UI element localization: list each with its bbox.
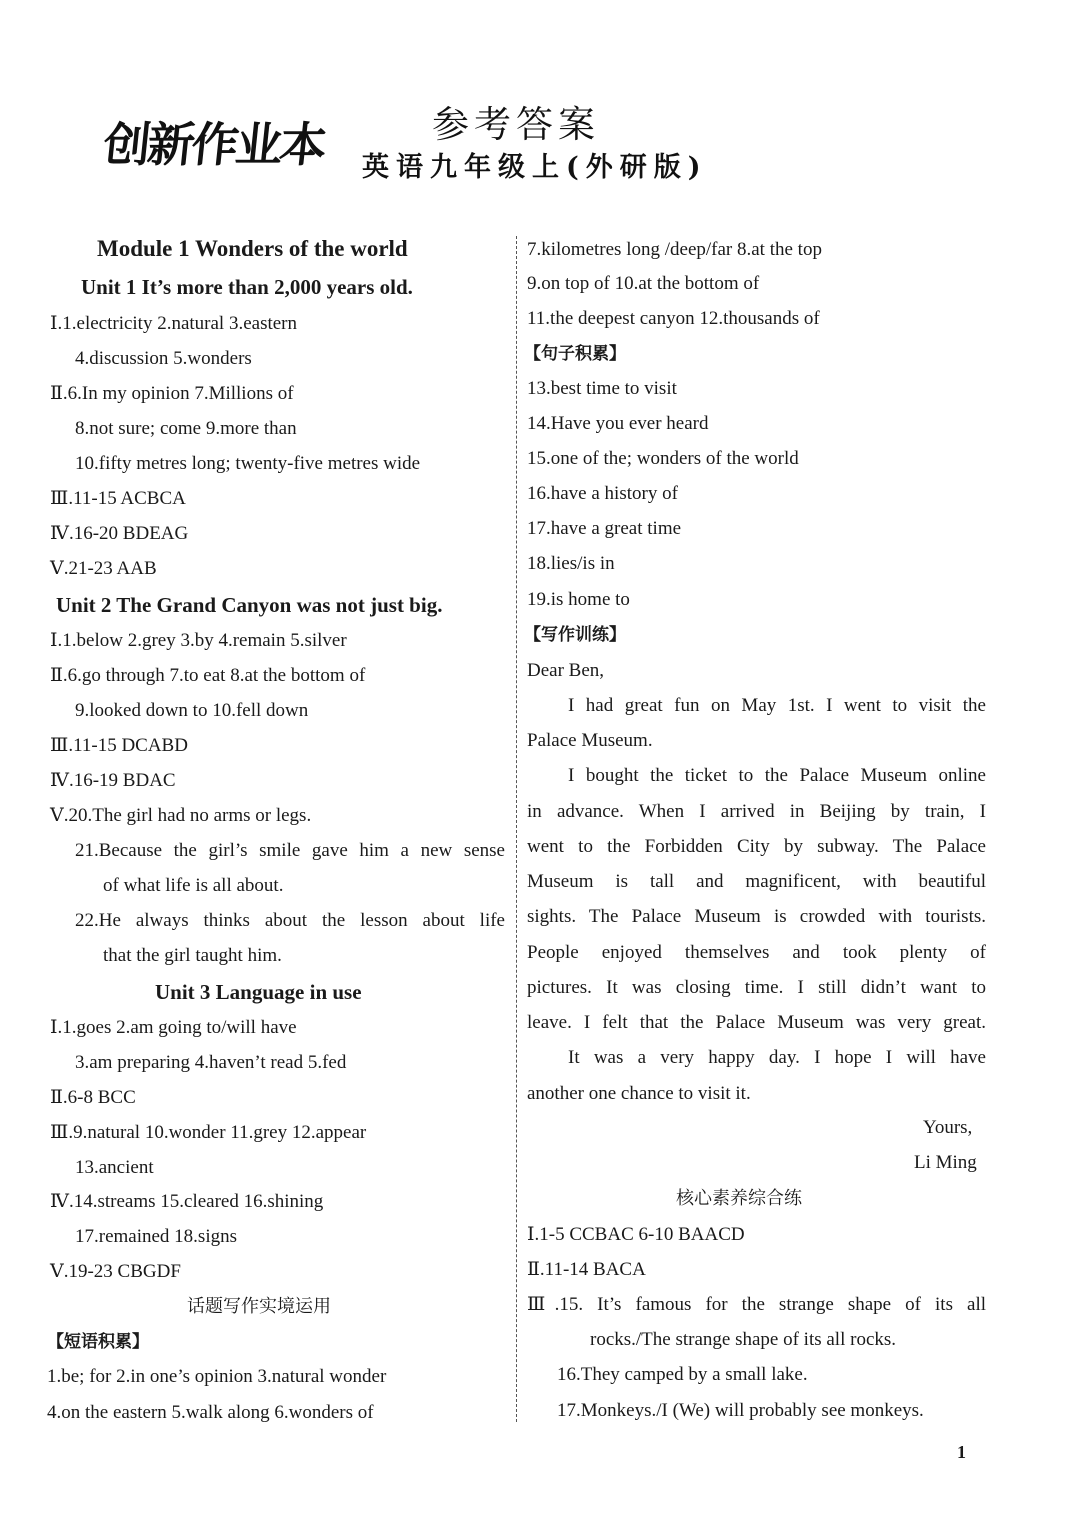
section-heading: 核心素养综合练 [676, 1188, 802, 1209]
answer-line: 15.one of the; wonders of the world [527, 448, 799, 469]
answer-line: 16.have a history of [527, 483, 678, 504]
answer-line: 21.Because the girl’s smile gave him a new sense [75, 840, 505, 861]
answer-line: of what life is all about. [103, 875, 284, 896]
module-heading: Module 1 Wonders of the world [97, 236, 408, 261]
answer-line: Ⅲ.11-15 ACBCA [50, 488, 186, 509]
page-number: 1 [957, 1442, 966, 1462]
answer-line: 9.on top of 10.at the bottom of [527, 273, 760, 294]
letter-line: in advance. When I arrived in Beijing by train, I [527, 801, 986, 822]
answer-line: 13.ancient [75, 1157, 154, 1178]
letter-salutation: Dear Ben, [527, 660, 605, 681]
unit-heading: Unit 2 The Grand Canyon was not just big. [56, 593, 443, 617]
answer-line: Ⅰ.1-5 CCBAC 6-10 BAACD [527, 1224, 745, 1245]
answer-line: 14.Have you ever heard [527, 413, 709, 434]
letter-line: went to the Forbidden City by subway. The Palace [527, 836, 986, 857]
answer-line: rocks./The strange shape of its all rocks. [590, 1329, 897, 1350]
subsection-label: 【写作训练】 [524, 625, 626, 645]
answer-line: Ⅲ.15. It’s famous for the strange shape of its all [527, 1294, 986, 1315]
answer-line: 17.remained 18.signs [75, 1226, 238, 1247]
letter-line: Museum is tall and magnificent, with beautiful [527, 871, 986, 892]
answer-line: Ⅱ.11-14 BACA [527, 1259, 646, 1280]
answer-line: Ⅳ.16-19 BDAC [50, 770, 176, 791]
answer-line: 17.have a great time [527, 518, 682, 539]
answer-line: Ⅰ.1.goes 2.am going to/will have [50, 1017, 297, 1038]
answer-line: 3.am preparing 4.haven’t read 5.fed [75, 1052, 347, 1073]
letter-line: It was a very happy day. I hope I will have [568, 1047, 986, 1068]
answer-line: 1.be; for 2.in one’s opinion 3.natural wonder [47, 1366, 387, 1387]
answer-line: Ⅱ.6.go through 7.to eat 8.at the bottom of [50, 665, 366, 686]
answer-line: Ⅰ.1.below 2.grey 3.by 4.remain 5.silver [50, 630, 347, 651]
subsection-label: 【句子积累】 [524, 344, 626, 364]
page-subtitle: 英语九年级上(外研版) [362, 152, 708, 183]
letter-line: another one chance to visit it. [527, 1083, 751, 1104]
answer-line: 4.on the eastern 5.walk along 6.wonders of [47, 1402, 374, 1423]
answer-line: 9.looked down to 10.fell down [75, 700, 309, 721]
answer-line: 18.lies/is in [527, 553, 615, 574]
answer-line: Ⅱ.6-8 BCC [50, 1087, 136, 1108]
answer-line: Ⅲ.11-15 DCABD [50, 735, 188, 756]
answer-line: Ⅳ.14.streams 15.cleared 16.shining [50, 1191, 324, 1212]
letter-line: sights. The Palace Museum is crowded with tourists. [527, 906, 986, 927]
answer-line: 16.They camped by a small lake. [557, 1364, 808, 1385]
answer-line: Ⅴ.21-23 AAB [50, 558, 157, 579]
answer-line: 22.He always thinks about the lesson about life [75, 910, 505, 931]
brand-logo: 创新作业本 [100, 118, 327, 173]
answer-line: Ⅱ.6.In my opinion 7.Millions of [50, 383, 294, 404]
letter-line: I had great fun on May 1st. I went to visit the [568, 695, 986, 716]
page-title: 参考答案 [432, 103, 600, 146]
section-heading: 话题写作实境运用 [187, 1296, 331, 1317]
answer-line: 10.fifty metres long; twenty-five metres wide [75, 453, 421, 474]
answer-line: 8.not sure; come 9.more than [75, 418, 297, 439]
letter-line: Palace Museum. [527, 730, 653, 751]
letter-line: leave. I felt that the Palace Museum was very great. [527, 1012, 986, 1033]
answer-line: 17.Monkeys./I (We) will probably see monkeys. [557, 1400, 924, 1421]
letter-line: pictures. It was closing time. I still didn’t want to [527, 977, 986, 998]
answer-line: 11.the deepest canyon 12.thousands of [527, 308, 820, 329]
answer-line: Ⅲ.9.natural 10.wonder 11.grey 12.appear [50, 1122, 367, 1143]
letter-closing: Yours, [923, 1117, 973, 1138]
answer-line: 4.discussion 5.wonders [75, 348, 252, 369]
answer-line: 7.kilometres long /deep/far 8.at the top [527, 239, 822, 260]
answer-line: Ⅳ.16-20 BDEAG [50, 523, 189, 544]
letter-signature: Li Ming [914, 1152, 977, 1173]
answer-line: that the girl taught him. [103, 945, 282, 966]
unit-heading: Unit 3 Language in use [155, 980, 362, 1004]
unit-heading: Unit 1 It’s more than 2,000 years old. [81, 275, 413, 299]
column-divider [516, 236, 517, 1422]
answer-line: 19.is home to [527, 589, 630, 610]
letter-line: I bought the ticket to the Palace Museum online [568, 765, 986, 786]
letter-line: People enjoyed themselves and took plenty of [527, 942, 986, 963]
answer-line: Ⅴ.20.The girl had no arms or legs. [50, 805, 312, 826]
answer-line: Ⅰ.1.electricity 2.natural 3.eastern [50, 313, 298, 334]
subsection-label: 【短语积累】 [47, 1332, 149, 1352]
answer-line: 13.best time to visit [527, 378, 677, 399]
answer-line: Ⅴ.19-23 CBGDF [50, 1261, 181, 1282]
